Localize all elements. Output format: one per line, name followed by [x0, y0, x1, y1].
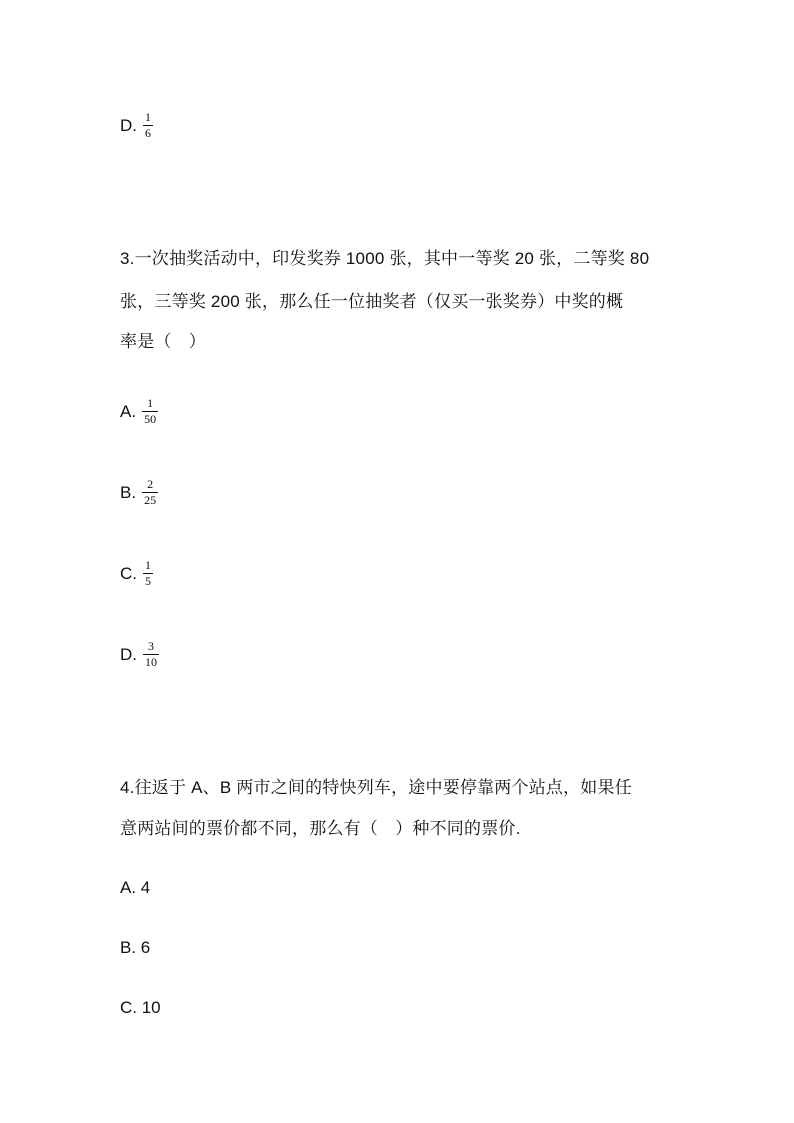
question-4-line-1: 4.往返于 A、B 两市之间的特快列车，途中要停靠两个站点，如果任	[120, 778, 632, 797]
option-letter: A.	[120, 401, 137, 421]
fraction	[143, 640, 159, 669]
fraction-numerator: 1	[145, 558, 151, 572]
fraction-numerator: 1	[145, 110, 151, 124]
question-3-line-2: 张，三等奖 200 张，那么任一位抽奖者（仅买一张奖券）中奖的概	[120, 292, 624, 311]
question-3-line-1: 3.一次抽奖活动中，印发奖券 1000 张，其中一等奖 20 张，二等奖 80	[120, 249, 650, 268]
fraction-numerator: 2	[147, 477, 154, 491]
fraction-denominator: 6	[145, 126, 151, 140]
question-4-option-b: B. 6	[120, 938, 151, 957]
fraction	[143, 111, 153, 140]
fraction	[142, 397, 158, 426]
fraction-numerator: 3	[148, 639, 154, 653]
fraction	[142, 478, 158, 507]
fraction-denominator: 10	[145, 655, 157, 669]
option-letter: C.	[120, 563, 137, 583]
prev-option-d	[120, 111, 153, 140]
question-4-option-c: C. 10	[120, 998, 161, 1017]
question-3-line-3: 率是（ ）	[120, 332, 206, 351]
question-3-option-c	[120, 559, 153, 588]
fraction-denominator: 25	[144, 493, 157, 507]
question-4-line-2: 意两站间的票价都不同，那么有（ ）种不同的票价.	[120, 819, 521, 838]
question-4-option-a: A. 4	[120, 878, 151, 897]
option-letter: D.	[120, 115, 137, 135]
question-3-option-d	[120, 640, 159, 669]
fraction-numerator: 1	[147, 396, 154, 410]
fraction	[143, 559, 153, 588]
question-3-option-a	[120, 397, 158, 426]
fraction-denominator: 50	[144, 412, 157, 426]
fraction-denominator: 5	[145, 574, 151, 588]
option-letter: B.	[120, 482, 137, 502]
question-3-option-b	[120, 478, 158, 507]
option-letter: D.	[120, 644, 137, 664]
